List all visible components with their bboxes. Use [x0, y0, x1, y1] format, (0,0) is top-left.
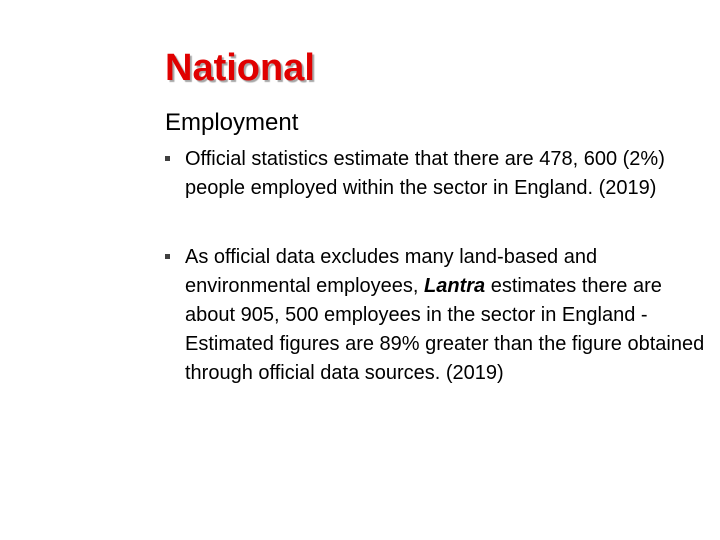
lantra-emphasis: Lantra: [424, 275, 486, 297]
slide-title: National: [165, 47, 315, 89]
bullet-list: [165, 145, 710, 388]
bullet-text-after: estimates there are about 905, 500 employees in the sector in England - Estimated figures are 89% greater than the figure obtained through official data sources. (2019): [185, 275, 705, 384]
bullet-item-lantra-estimate: [165, 243, 710, 388]
square-bullet-icon: [165, 254, 170, 259]
bullet-text: [185, 243, 710, 388]
bullet-text: Official statistics estimate that there are 478, 600 (2%) people employed within the sector in England. (2019): [185, 148, 665, 199]
bullet-text-before: As official data excludes many land-based and environmental employees,: [185, 246, 598, 297]
slide-subtitle: Employment: [165, 109, 299, 136]
bullet-item-official-statistics: [165, 145, 710, 203]
square-bullet-icon: [165, 156, 170, 161]
